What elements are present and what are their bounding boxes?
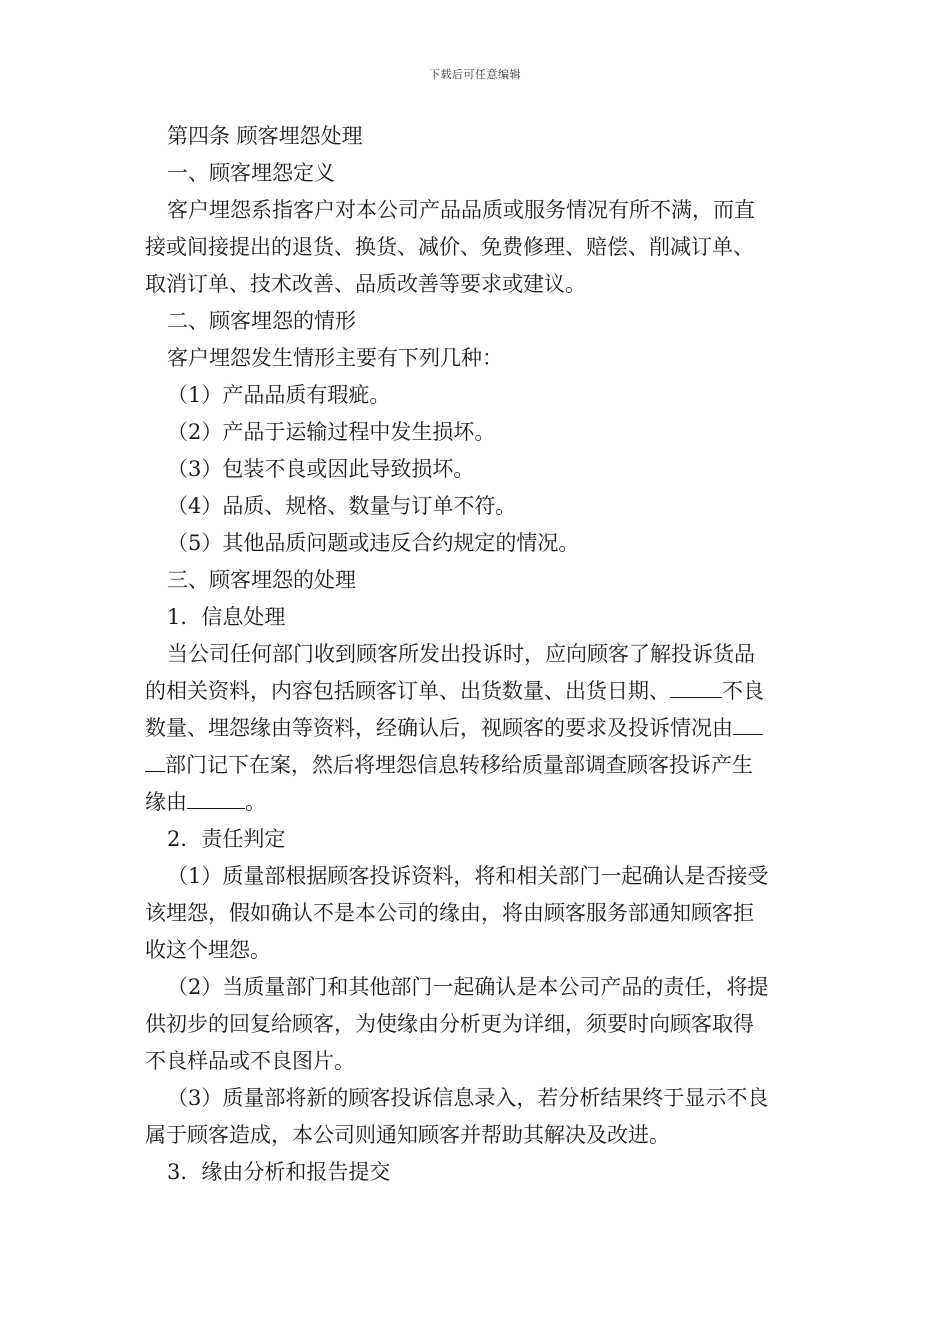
responsibility-p1-line-1: （1）质量部根据顾客投诉资料，将和相关部门一起确认是否接受 — [167, 864, 769, 888]
fill-blank — [670, 673, 722, 698]
responsibility-p2-line-2: 供初步的回复给顾客，为使缘由分析更为详细，须要时向顾客取得 — [145, 1012, 754, 1036]
situation-item: （1）产品品质有瑕疵。 — [167, 383, 391, 407]
situation-item: （5）其他品质问题或违反合约规定的情况。 — [167, 531, 580, 555]
situation-item: （3）包装不良或因此导致损坏。 — [167, 457, 475, 481]
info-text-line-5-part-b: 。 — [245, 790, 266, 814]
fill-blank — [187, 784, 245, 809]
page-header: 下载后可任意编辑 — [429, 68, 521, 81]
definition-text-line-1: 客户埋怨系指客户对本公司产品品质或服务情况有所不满，而直 — [167, 198, 755, 222]
info-text-line-5-part-a: 缘由 — [145, 790, 187, 814]
info-text-line-3-text: 数量、埋怨缘由等资料，经确认后，视顾客的要求及投诉情况由 — [145, 716, 733, 740]
fill-blank — [145, 747, 165, 772]
responsibility-p1-line-2: 该埋怨，假如确认不是本公司的缘由，将由顾客服务部通知顾客拒 — [145, 901, 754, 925]
article-title: 第四条 顾客埋怨处理 — [167, 124, 363, 148]
info-text-line-4 — [145, 747, 807, 784]
responsibility-p2-line-3: 不良样品或不良图片。 — [145, 1049, 355, 1073]
responsibility-p2-line-1: （2）当质量部门和其他部门一起确认是本公司产品的责任，将提 — [167, 975, 769, 999]
info-text-line-3 — [145, 710, 807, 747]
info-text-line-2-part-a: 的相关资料，内容包括顾客订单、出货数量、出货日期、 — [145, 679, 670, 703]
fill-blank — [733, 710, 763, 735]
section-heading-handling: 三、顾客埋怨的处理 — [167, 568, 356, 592]
situation-item: （4）品质、规格、数量与订单不符。 — [167, 494, 517, 518]
info-text-line-2 — [145, 673, 807, 710]
info-text-line-5 — [145, 784, 807, 821]
definition-text-line-3: 取消订单、技术改善、品质改善等要求或建议。 — [145, 272, 586, 296]
section-heading-definition: 一、顾客埋怨定义 — [167, 161, 335, 185]
section-heading-situations: 二、顾客埋怨的情形 — [167, 309, 356, 333]
subsection-heading-info: 1．信息处理 — [167, 605, 286, 629]
situations-intro: 客户埋怨发生情形主要有下列几种： — [167, 346, 503, 370]
info-text-line-4-text: 部门记下在案，然后将埋怨信息转移给质量部调查顾客投诉产生 — [165, 753, 753, 777]
responsibility-p1-line-3: 收这个埋怨。 — [145, 938, 271, 962]
info-text-line-1: 当公司任何部门收到顾客所发出投诉时，应向顾客了解投诉货品 — [167, 642, 755, 666]
info-text-line-2-part-b: 不良 — [722, 679, 764, 703]
responsibility-p3-line-2: 属于顾客造成，本公司则通知顾客并帮助其解决及改进。 — [145, 1123, 670, 1147]
document-body — [145, 118, 807, 1191]
definition-text-line-2: 接或间接提出的退货、换货、减价、免费修理、赔偿、削减订单、 — [145, 235, 754, 259]
subsection-heading-analysis: 3．缘由分析和报告提交 — [167, 1160, 391, 1184]
responsibility-p3-line-1: （3）质量部将新的顾客投诉信息录入，若分析结果终于显示不良 — [167, 1086, 769, 1110]
situation-item: （2）产品于运输过程中发生损坏。 — [167, 420, 496, 444]
subsection-heading-responsibility: 2．责任判定 — [167, 827, 286, 851]
